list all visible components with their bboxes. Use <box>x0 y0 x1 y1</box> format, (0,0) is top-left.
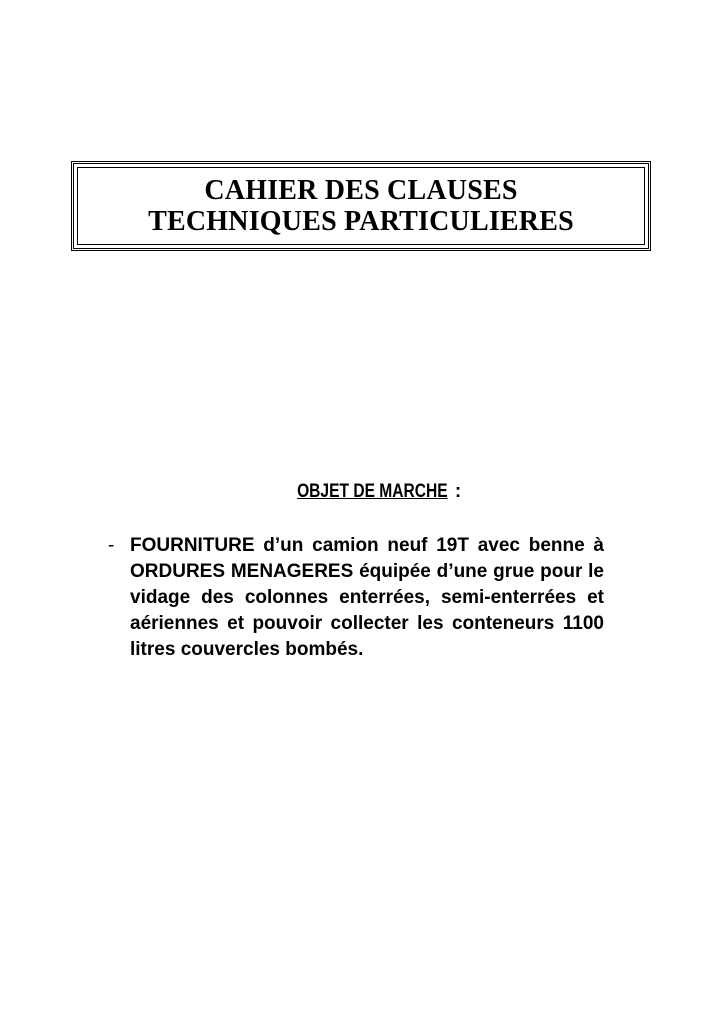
document-title-frame <box>77 167 645 245</box>
objet-heading-label: OBJET DE MARCHE <box>296 481 448 502</box>
objet-list <box>108 533 604 663</box>
document-title-line-2: TECHNIQUES PARTICULIERES <box>148 206 574 237</box>
objet-heading <box>0 480 725 504</box>
objet-list-item <box>108 533 604 663</box>
document-title-box <box>71 161 651 251</box>
objet-heading-colon: : <box>454 481 462 502</box>
objet-item-text: FOURNITURE d’un camion neuf 19T avec benne à ORDURES MENAGERES équipée d’une grue pour le vidage des colonnes enterrées, semi-enterrées et aériennes et pouvoir collecter les conteneurs 1100 litres couvercles bombés. <box>130 535 604 660</box>
list-dash-marker: - <box>108 535 115 556</box>
document-title-line-1: CAHIER DES CLAUSES <box>204 175 518 206</box>
